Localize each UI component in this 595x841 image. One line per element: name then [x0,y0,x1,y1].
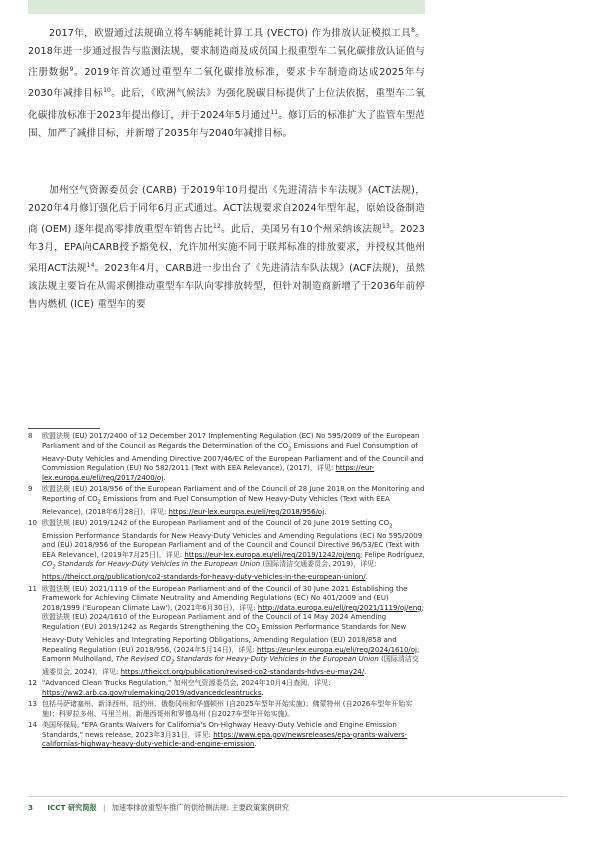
footnote-ref: 9 [69,66,74,74]
text-run: ; 欧盟法规 (EU) 2024/1610 of the European Parliament and of the Council of 14 May 2024 Amending Regulation (EU) 2019/1242 as Regards Strengthening the CO [42,603,424,632]
text-run: 欧盟法规 (EU) 2018/956 of the European Parliament and of the Council of 28 June 2018 on the Monitoring and Reporting of CO [42,484,425,503]
footnote-number: 9 [28,484,33,493]
text-run: CO [42,560,53,569]
footnote-8 [28,432,425,483]
text-run: 。2019年首次通过重型车二氧化碳排放标准，要求卡车制造商达成2025年与2030年减排目标 [28,67,425,100]
text-run: 。2018年进一步通过报告与监测法规，要求制造商及成员国上报重型车二氧化碳排放认证值与注册数据 [28,28,425,79]
footnote-ref: 8 [411,27,416,34]
text-run: . [324,507,327,516]
footnote-10 [28,519,425,583]
footnote-9 [28,485,425,517]
footnote-number: 11 [28,584,37,593]
subscript: 2 [52,564,56,571]
reference-link[interactable]: https://eur-lex.europa.eu/eli/reg/2019/1242/oj/eng [184,550,361,559]
text-run: 美国环保局, "EPA Grants Waivers for California's On-Highway Heavy-Duty Vehicle and Engine Emission Standards," news release, 2023年3月31日，详见: [42,720,397,739]
text-run: ; Felipe Rodríguez, [360,550,425,559]
footnote-number: 8 [28,432,33,440]
text-run: . [364,668,367,677]
text-run: 。此后，《欧洲气候法》为强化脱碳目标提供了上位法依据，重型车二氧化碳排放标准于2023年提出修订，并于2024年5月通过 [28,88,426,121]
text-run: Standards for Heavy-Duty Vehicles in the European Union [55,560,261,569]
subscript: 2 [97,498,101,505]
footer-title: 加速零排放重型车推广的供给侧法规: 主要政策案例研究 [111,803,289,812]
page-footer [28,803,289,813]
footnote-text [42,679,425,698]
text-run: Standards for Heavy-Duty Vehicles in the European Union [174,655,379,664]
footnote-text [42,700,425,719]
footnote-ref: 10 [103,87,111,95]
footnote-separator [28,428,100,429]
text-run: 欧盟法规 (EU) 2021/1119 of the European Parliament and of the Council of 30 June 2021 Establishing the Framework for Achieving Climate Neutrality and Amending Regulations (EC) No 401/2009 and (EU) 2018/1999 ('European Climate Law'), (2021年6月30日)，详见: [42,584,408,612]
footnote-text [42,721,425,750]
footnote-13 [28,700,425,719]
footnote-ref: 13 [382,223,390,230]
footnote-number: 13 [28,700,37,709]
subscript: 2 [171,659,175,666]
reference-link[interactable]: http://data.europa.eu/eli/reg/2021/1119/oj/eng [257,603,422,612]
footer-brand: ICCT 研究简报 [47,803,97,812]
footnote-text [42,432,425,483]
footnote-ref: 12 [213,223,221,230]
body-paragraph-2 [28,182,425,314]
footnote-text [42,519,425,583]
subscript: 2 [288,445,292,452]
subscript: 2 [389,523,393,530]
footnote-number: 10 [28,518,37,527]
text-run: . [163,473,166,482]
footnote-ref: 11 [270,108,279,116]
footer-separator: | [103,803,106,812]
text-run: . [254,740,257,749]
text-run: ; Eamonn Mulholland, [42,645,420,664]
reference-link[interactable]: https://eur-lex.europa.eu/eli/reg/2017/2400/oj [42,464,375,482]
text-run: (国际清洁交通委员会, 2019)，详见: [260,560,377,569]
text-run: 。修订后的标准扩大了监管车型范围、加严了减排目标，并新增了2035年与2040年减排目标。 [28,109,426,139]
text-run: The Revised CO [115,655,172,664]
footnote-text [42,485,425,517]
reference-link[interactable]: https://eur-lex.europa.eu/eli/reg/2018/956/oj [168,507,325,516]
text-run: Emission Performance Standards for New Heavy-Duty Vehicles and Integrating Reporting Obligations, Amending Regulation (EU) 2018/858 and Repealing Regulation (EU) 2018/956, (2024年5月14日)，详见: [42,623,407,654]
reference-link[interactable]: https://theicct.org/publication/co2-standards-for-heavy-duty-vehicles-in-the-european-union/ [42,573,366,582]
text-run: 2017年，欧盟通过法规确立将车辆能耗计算工具 (VECTO) 作为排放认证模拟工具 [49,28,412,40]
footnote-list [28,432,425,751]
footnote-ref: 14 [86,262,95,270]
text-run: 欧盟法规 (EU) 2017/2400 of 12 December 2017 Implementing Regulation (EC) No 595/2009 of the European Parliament and of the Council as Regards the Determination of the CO [42,432,420,450]
footnote-11 [28,585,425,678]
reference-link[interactable]: https://ww2.arb.ca.gov/rulemaking/2019/advancedcleantrucks [42,688,262,697]
body-paragraph-1 [28,22,425,143]
footnote-text [42,585,425,678]
top-green-band [28,0,425,14]
text-run: 。此后，美国另有10个州采纳该法规 [220,224,383,236]
footnote-number: 12 [28,679,37,688]
text-run: "Advanced Clean Trucks Regulation," 加州空气资源委员会, 2024年10月4日查阅，详见: [42,679,331,688]
footnote-12 [28,679,425,698]
text-run: 加州空气资源委员会 (CARB) 于2019年10月提出《先进清洁卡车法规》(ACT法规)，2020年4月修订强化后于同年6月正式通过。ACT法规要求自2024年型年起，原始设备制造商 (OEM) 逐年提高零排放重型车销售占比 [28,185,425,236]
text-run: 欧盟法规 (EU) 2019/1242 of the European Parliament and of the Council of 20 June 2019 Setting CO [42,518,390,527]
text-run: . [261,688,264,697]
text-run: 。2023年4月，CARB进一步出台了《先进清洁车队法规》(ACF法规)，虽然该法规主要旨在从需求侧推动重型车车队向零排放转型，但针对制造商新增了于2036年前停售内燃机 (ICE) 重型车的要 [28,263,425,311]
text-run: 包括马萨诸塞州、新泽西州、纽约州、俄勒冈州和华盛顿州 (自2025车型年开始实施)；佛蒙特州 (自2026车型年开始实施)；科罗拉多州、马里兰州、新墨西哥州和罗德岛州 (自2027车型年开始实施)。 [42,700,413,718]
reference-link[interactable]: https://theicct.org/publication/revised-co2-standards-hdvs-eu-may24/ [120,668,365,677]
footnote-14 [28,721,425,750]
reference-link[interactable]: https://www.epa.gov/newsreleases/epa-grants-waivers-californias-highway-heavy-duty-vehicle-and-engine-emission [42,730,408,749]
text-run: Emissions from and Fuel Consumption of New Heavy-Duty Vehicles (Text with EEA Relevance), (2018年6月28日)，详见: [42,494,390,516]
text-run: Emission Performance Standards for New Heavy-Duty Vehicles and Amending Regulations (EC) No 595/2009 and (EU) 2018/956 of the European Parliament and of the Council and Council Directive 96/53/EC (Text with EEA Relevance), (2019年7月25日)，详见: [42,531,423,559]
text-run: 。2023年3月，EPA向CARB授予豁免权，允许加州实施不同于联邦标准的排放要求，并授权其他州采用ACT法规 [28,224,425,275]
text-run: . [365,573,368,582]
reference-link[interactable]: https://eur-lex.europa.eu/eli/reg/2024/1610/oj [256,645,417,654]
text-run: Emissions and Fuel Consumption of Heavy-Duty Vehicles and Amending Directive 2007/46/EC of the European Parliament and of the Council and Commission Regulation (EU) No 582/2011 (Text with EEA Relevance), (2017)，详见: [42,441,424,473]
page-number: 3 [28,803,34,812]
footnote-number: 14 [28,720,37,729]
footer-divider [28,796,567,797]
text-run: (国际清洁交通委员会, 2024)，详见: [42,655,419,677]
subscript: 2 [256,627,260,634]
